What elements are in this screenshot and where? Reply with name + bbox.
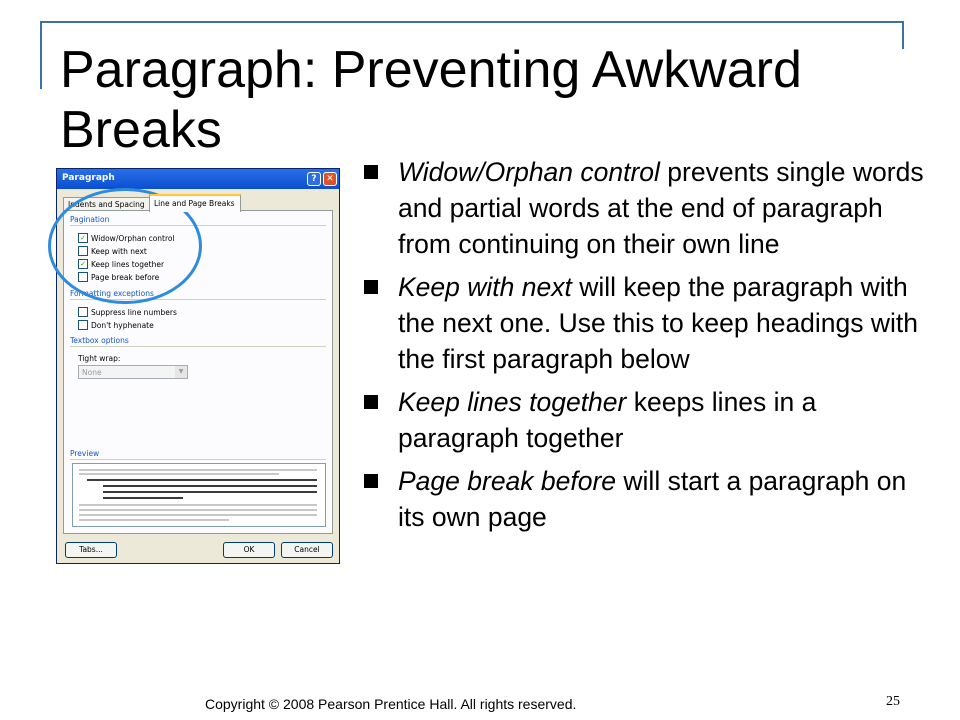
bullet-text: keeps lines in a paragraph together — [398, 387, 817, 453]
bullet-text: will keep the paragraph with the next one. Use this to keep headings with the first paragraph below — [398, 272, 919, 374]
tight-wrap-select[interactable] — [78, 365, 188, 379]
preview-line — [87, 479, 317, 481]
cancel-button[interactable]: Cancel — [281, 542, 333, 558]
square-bullet-icon — [364, 280, 378, 294]
bullet-keep-with-next — [364, 269, 924, 377]
option-label: Keep lines together — [91, 260, 165, 269]
chevron-down-icon: ▼ — [175, 366, 187, 378]
preview-divider — [70, 459, 326, 460]
slide-frame-left — [40, 21, 42, 89]
slide-title: Paragraph: Preventing Awkward Breaks — [60, 41, 802, 159]
preview-line — [103, 497, 183, 499]
bullet-emphasis: Keep with next — [398, 272, 572, 302]
option-label: Suppress line numbers — [91, 308, 177, 317]
preview-line — [79, 469, 317, 471]
tight-wrap-value: None — [82, 368, 102, 377]
dont-hyphenate-checkbox[interactable] — [78, 320, 154, 331]
tab-line-and-page-breaks[interactable]: Line and Page Breaks — [149, 194, 241, 212]
bullet-text: prevents single words and partial words at the end of paragraph from continuing on their own line — [398, 157, 924, 259]
bullet-widow-orphan — [364, 154, 924, 262]
option-label: Page break before — [91, 273, 160, 282]
bullet-text: will start a paragraph on its own page — [398, 466, 907, 532]
preview-line — [79, 519, 229, 521]
bullet-page-break-before — [364, 463, 924, 535]
help-button[interactable]: ? — [307, 172, 321, 186]
checkbox-unchecked-icon — [78, 307, 88, 317]
tab-indents-and-spacing[interactable]: Indents and Spacing — [63, 197, 151, 211]
bullet-list — [364, 154, 924, 542]
bullet-emphasis: Widow/Orphan control — [398, 157, 660, 187]
bullet-emphasis: Keep lines together — [398, 387, 627, 417]
square-bullet-icon — [364, 395, 378, 409]
preview-line — [79, 473, 279, 475]
preview-pane — [72, 463, 326, 527]
suppress-line-numbers-checkbox[interactable] — [78, 307, 177, 318]
square-bullet-icon — [364, 165, 378, 179]
formatting-exceptions-label: Formatting exceptions — [70, 289, 154, 298]
preview-line — [79, 514, 317, 516]
copyright-footer: Copyright © 2008 Pearson Prentice Hall. All rights reserved. — [205, 696, 577, 712]
preview-line — [103, 491, 317, 493]
close-button[interactable]: ✕ — [323, 172, 337, 186]
checkbox-checked-icon: ✓ — [78, 259, 88, 269]
preview-line — [79, 504, 317, 506]
option-label: Widow/Orphan control — [91, 234, 175, 243]
textbox-options-label: Textbox options — [70, 336, 129, 345]
square-bullet-icon — [364, 474, 378, 488]
preview-line — [103, 485, 317, 487]
dialog-title: Paragraph — [62, 173, 115, 183]
preview-line — [79, 509, 317, 511]
ok-button[interactable]: OK — [223, 542, 275, 558]
pagination-group-label: Pagination — [70, 215, 110, 224]
bullet-emphasis: Page break before — [398, 466, 617, 496]
option-label: Keep with next — [91, 247, 147, 256]
textbox-divider — [70, 346, 326, 347]
tight-wrap-label: Tight wrap: — [78, 354, 121, 363]
page-number: 25 — [886, 694, 900, 709]
preview-label: Preview — [70, 449, 100, 458]
slide-frame-top — [40, 21, 904, 23]
option-label: Don't hyphenate — [91, 321, 154, 330]
bullet-keep-lines-together — [364, 384, 924, 456]
checkbox-unchecked-icon — [78, 320, 88, 330]
checkbox-checked-icon: ✓ — [78, 233, 88, 243]
dialog-titlebar — [57, 169, 339, 189]
tabs-button[interactable]: Tabs... — [65, 542, 117, 558]
